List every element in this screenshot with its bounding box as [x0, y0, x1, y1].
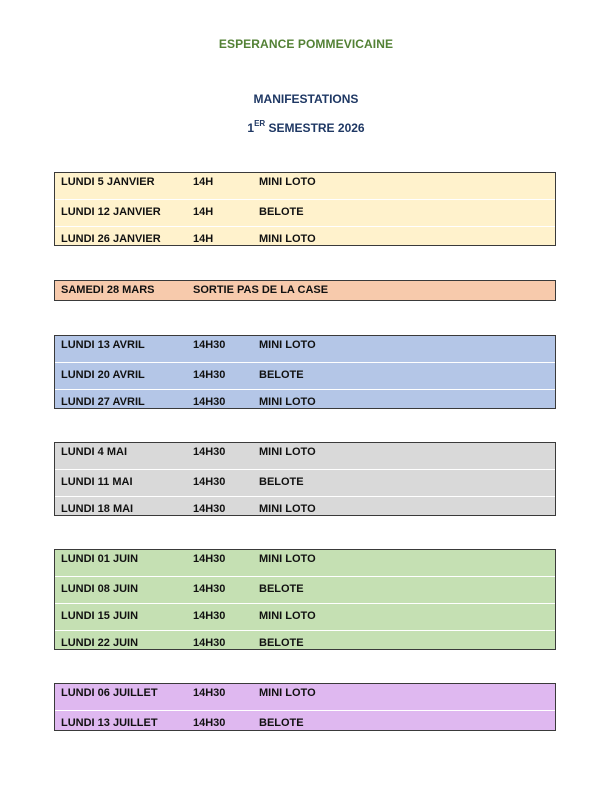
event-time: 14H30	[193, 583, 226, 595]
event-time: 14H30	[193, 610, 226, 622]
event-time: 14H30	[193, 637, 226, 649]
event-date: LUNDI 08 JUIN	[61, 583, 139, 595]
event-time: 14H30	[193, 717, 226, 729]
event-name: BELOTE	[259, 717, 304, 729]
schedule-block-april	[54, 335, 556, 409]
schedule-block-may	[54, 442, 556, 516]
table-row	[55, 496, 555, 523]
table-row	[55, 226, 555, 253]
schedule-block-june	[54, 549, 556, 650]
event-name: MINI LOTO	[259, 233, 316, 245]
event-name: MINI LOTO	[259, 446, 316, 458]
event-date: LUNDI 06 JUILLET	[61, 687, 158, 699]
event-time: 14H	[193, 176, 214, 188]
table-row	[55, 710, 555, 737]
table-row	[55, 684, 555, 710]
schedule-block-july	[54, 683, 556, 731]
table-row	[55, 336, 555, 362]
event-name: MINI LOTO	[259, 503, 316, 515]
table-row	[55, 389, 555, 416]
event-time: 14H30	[193, 687, 226, 699]
event-date: LUNDI 13 JUILLET	[61, 717, 158, 729]
event-name: MINI LOTO	[259, 687, 316, 699]
event-time: 14H30	[193, 446, 226, 458]
event-name: BELOTE	[259, 476, 304, 488]
event-name: BELOTE	[259, 206, 304, 218]
table-row	[55, 199, 555, 226]
page-title: MANIFESTATIONS	[253, 92, 359, 106]
event-time: 14H	[193, 206, 214, 218]
event-name: BELOTE	[259, 369, 304, 381]
event-description: SORTIE PAS DE LA CASE	[193, 284, 329, 296]
event-date: LUNDI 4 MAI	[61, 446, 127, 458]
event-date: SAMEDI 28 MARS	[61, 284, 155, 296]
subtitle-text: SEMESTRE 2026	[265, 121, 365, 135]
event-time: 14H30	[193, 369, 226, 381]
event-date: LUNDI 22 JUIN	[61, 637, 139, 649]
schedule-block-january	[54, 172, 556, 246]
event-time: 14H30	[193, 503, 226, 515]
event-time: 14H30	[193, 339, 226, 351]
table-row	[55, 630, 555, 657]
event-date: LUNDI 26 JANVIER	[61, 233, 161, 245]
event-date: LUNDI 27 AVRIL	[61, 396, 145, 408]
organization-name: ESPERANCE POMMEVICAINE	[218, 37, 394, 51]
event-name: MINI LOTO	[259, 553, 316, 565]
event-time: 14H30	[193, 476, 226, 488]
event-time: 14H30	[193, 396, 226, 408]
event-name: MINI LOTO	[259, 176, 316, 188]
event-time: 14H	[193, 233, 214, 245]
event-date: LUNDI 01 JUIN	[61, 553, 139, 565]
event-name: MINI LOTO	[259, 610, 316, 622]
event-date: LUNDI 13 AVRIL	[61, 339, 145, 351]
schedule-block-march	[54, 280, 556, 301]
event-date: LUNDI 12 JANVIER	[61, 206, 161, 218]
subtitle-superscript: ER	[254, 119, 266, 128]
table-row	[55, 469, 555, 496]
event-date: LUNDI 15 JUIN	[61, 610, 139, 622]
table-row	[55, 443, 555, 469]
table-row	[55, 173, 555, 199]
event-time: 14H30	[193, 553, 226, 565]
table-row	[55, 603, 555, 630]
table-row	[55, 281, 555, 301]
event-name: MINI LOTO	[259, 339, 316, 351]
table-row	[55, 362, 555, 389]
event-name: BELOTE	[259, 583, 304, 595]
event-name: BELOTE	[259, 637, 304, 649]
table-row	[55, 576, 555, 603]
event-date: LUNDI 11 MAI	[61, 476, 133, 488]
page-subtitle	[0, 120, 612, 135]
event-date: LUNDI 20 AVRIL	[61, 369, 145, 381]
event-date: LUNDI 18 MAI	[61, 503, 134, 515]
subtitle-number: 1	[247, 121, 255, 135]
event-date: LUNDI 5 JANVIER	[61, 176, 155, 188]
event-name: MINI LOTO	[259, 396, 316, 408]
table-row	[55, 550, 555, 576]
